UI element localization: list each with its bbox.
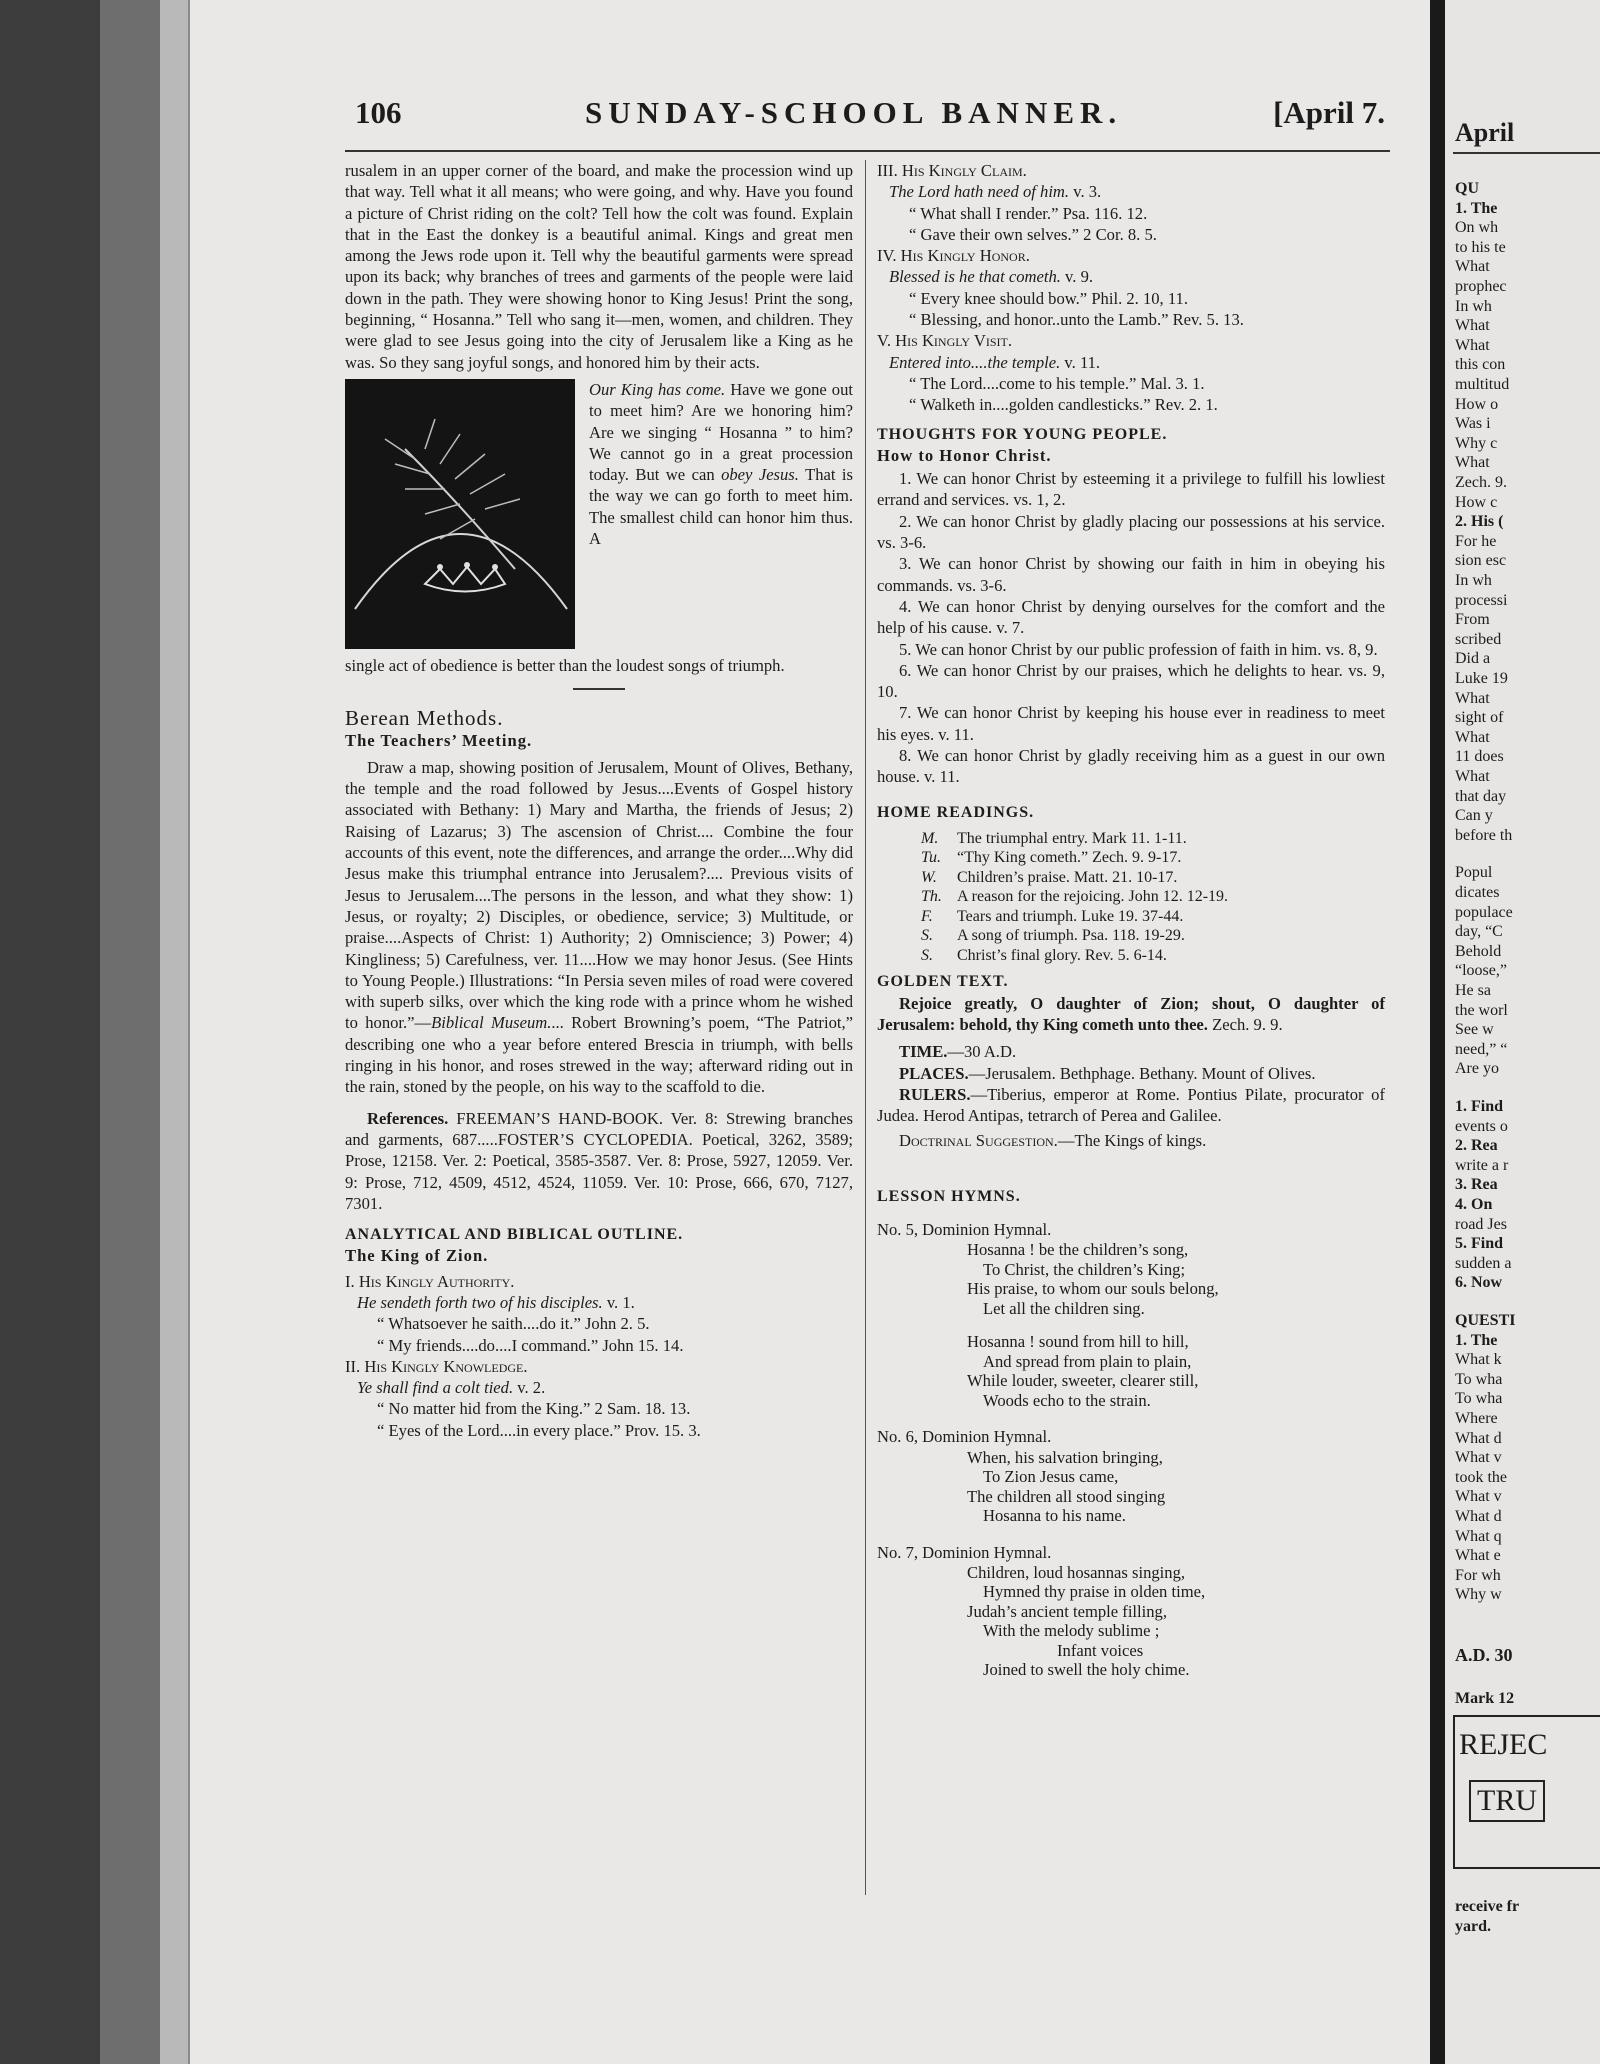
thoughts-heading: THOUGHTS FOR YOUNG PEOPLE. <box>877 425 1168 443</box>
hymn-line: Hosanna ! sound from hill to hill, <box>967 1332 1189 1352</box>
facing-page-line: 6. Now <box>1455 1274 1503 1292</box>
stanza-gap <box>967 1318 1385 1332</box>
facing-page-line: What v <box>1455 1488 1502 1506</box>
page-edge <box>160 0 190 2064</box>
facing-page-line: the worl <box>1455 1001 1508 1019</box>
facing-page-line: What <box>1455 317 1490 335</box>
issue-date: [April 7. <box>1273 95 1385 130</box>
reading-item <box>921 887 1385 907</box>
hymn-line: Woods echo to the strain. <box>983 1390 1151 1410</box>
outline-head: V. His Kingly Visit. <box>877 331 1013 351</box>
outline-text <box>877 352 1385 373</box>
hymn-number: No. 7, Dominion Hymnal. <box>877 1542 1052 1562</box>
reading-day: Tu. <box>921 849 942 867</box>
facing-page <box>1445 0 1600 2064</box>
reading-item <box>921 907 1385 927</box>
hymn-stanzas <box>967 1240 1385 1410</box>
facing-page-line: What k <box>1455 1351 1502 1369</box>
facing-page-line: What v <box>1455 1449 1502 1467</box>
illustration-after-text: single act of obedience is better than the loudest songs of triumph. <box>345 655 785 675</box>
facing-page-line: took the <box>1455 1468 1507 1486</box>
facing-page-line: Zech. 9. <box>1455 474 1507 491</box>
teachers-citation: Biblical Museum. <box>431 1013 552 1033</box>
facing-page-line: to his te <box>1455 238 1506 256</box>
facing-page-line: 1. Find <box>1455 1098 1504 1115</box>
reading-text: Children’s praise. Matt. 21. 10-17. <box>957 868 1178 886</box>
facing-page-line: To wha <box>1455 1370 1503 1388</box>
hymn-line: When, his salvation bringing, <box>967 1447 1163 1467</box>
thought-item: 3. We can honor Christ by showing our faith in him in obeying his commands. vs. 3-6. <box>877 554 1385 595</box>
hymn-stanzas <box>967 1563 1385 1680</box>
facing-page-line: 1. The <box>1455 199 1498 217</box>
references-text: FREEMAN’S HAND-BOOK. Ver. 8: Strewing branches and garments, 687.....FOSTER’S CYCLOPEDIA. Poetical, 3262, 3589; Prose, 12158. Ver. 2: Poetical, 3585-3587. Ver. 8: Prose, 5927, 12059. Ver. 9: Prose, 712, 4509, 4512, 4524, 11059. Ver. 10: Prose, 666, 670, 7127, 7301. <box>345 1108 853 1213</box>
facing-page-line: What <box>1455 768 1490 785</box>
outline-citation: “ Eyes of the Lord....in every place.” Prov. 15. 3. <box>377 1420 701 1440</box>
thought-item: 5. We can honor Christ by our public profession of faith in him. vs. 8, 9. <box>899 639 1378 659</box>
doctrinal-line <box>877 1130 1385 1151</box>
teachers-meeting-text <box>345 757 853 1098</box>
reading-text: A reason for the rejoicing. John 12. 12-19. <box>957 888 1229 906</box>
facing-date: A.D. 30 <box>1455 1645 1513 1665</box>
outline-scripture: He sendeth forth two of his disciples. <box>357 1292 603 1312</box>
our-king-lead: Our King has come. <box>589 379 726 399</box>
reading-text: Christ’s final glory. Rev. 5. 6-14. <box>957 946 1167 964</box>
hymn-line: Hosanna ! be the children’s song, <box>967 1240 1189 1260</box>
teachers-text-a: Draw a map, showing position of Jerusalem, Mount of Olives, Bethany, the temple and the road followed by Jesus....Events of Gospel history associated with Bethany: 1) Mary and Martha, the friends of Jesus; 2) Raising of Lazarus; 3) The ascension of Christ.... Combine the four accounts of this event, note the differences, and arrange the order....Why did Jesus make this triumphal entrance into Jerusalem?.... Previous visits of Jesus to Jerusalem....The persons in the lesson, and what they show: 1) Jesus, or royalty; 2) Disciples, or obedience, service; 3) Multitude, or praise....Aspects of Christ: 1) Authority; 2) Omniscience; 3) Power; 4) Kingliness; 5) Carefulness, ver. 11....How we may honor Jesus. (See Hints to Young People.) Illustrations: “In Persia seven miles of road were covered with superb silks, over which the king rode with a prince whom he wished to honor.”— <box>345 757 853 1033</box>
time-line <box>877 1041 1385 1062</box>
reading-text: A song of triumph. Psa. 118. 19-29. <box>957 927 1185 945</box>
teachers-meeting-heading: The Teachers’ Meeting. <box>345 730 533 750</box>
facing-page-line: road Jes <box>1455 1215 1507 1233</box>
outline-citation: “ No matter hid from the King.” 2 Sam. 18. 13. <box>377 1399 691 1419</box>
outline-text <box>877 266 1385 287</box>
book-binding-edge <box>100 0 160 2064</box>
facing-box-text: REJEC <box>1459 1728 1548 1761</box>
berean-methods-heading: Berean Methods. <box>345 706 504 731</box>
facing-page-line: day, “C <box>1455 923 1503 941</box>
reading-text: Tears and triumph. Luke 19. 37-44. <box>957 907 1184 925</box>
running-head <box>355 95 1385 141</box>
intro-paragraph: rusalem in an upper corner of the board, and make the procession wind up that way. Tell what it all means; who were going, and why. Have you found a picture of Christ riding on the colt? Tell how the colt was found. Explain that in the East the donkey is a beautiful animal. Kings and great men among the Jews rode upon it. Tell why the beautiful garments were spread upon its back; why branches of trees and garments of the people were laid down in the path. They were showing honor to King Jesus! Print the song, beginning, “ Hosanna.” Tell who sang it—men, women, and children. They were glad to see Jesus going into the city of Jerusalem like a King as he was. So they sang joyful songs, and honored him by their acts. <box>345 161 853 372</box>
facing-page-line: 5. Find <box>1455 1235 1504 1253</box>
facing-page-line: QUESTI <box>1455 1312 1516 1329</box>
right-column <box>877 160 1385 1696</box>
facing-page-line: What <box>1455 689 1490 707</box>
illustration-block <box>345 379 853 655</box>
golden-text-ref: Zech. 9. 9. <box>1207 1015 1283 1034</box>
facing-page-head: April <box>1455 118 1515 147</box>
periodical-title: SUNDAY-SCHOOL BANNER. <box>585 95 1123 130</box>
column-divider <box>865 160 866 1895</box>
references-label: References. <box>367 1108 449 1128</box>
illus-emphasis: obey Jesus. <box>721 465 799 485</box>
facing-page-line: For he <box>1455 532 1497 550</box>
facing-page-line: 11 does <box>1455 748 1504 766</box>
palm-crown-illustration <box>345 379 575 649</box>
reading-item <box>921 848 1385 868</box>
outline-verse: v. 3. <box>1069 182 1102 202</box>
facing-page-line: write a r <box>1455 1156 1509 1174</box>
hymn-line: While louder, sweeter, clearer still, <box>967 1371 1199 1391</box>
facing-page-line: 1. The <box>1455 1331 1498 1349</box>
facing-page-line: events o <box>1455 1117 1508 1135</box>
facing-page-line: dicates <box>1455 884 1500 901</box>
facing-page-line: Was i <box>1455 415 1491 433</box>
facing-page-line: To wha <box>1455 1390 1503 1408</box>
teachers-text-b: ... Robert Browning’s poem, “The Patriot,” describing one who a year before entered Brescia in triumph, with bells ringing in his honor, and roses strewed in the way; afterward riding out in the rain, stoned by the people, on his way to the scaffold to die. <box>345 1013 853 1097</box>
hymn-line: Hosanna to his name. <box>983 1506 1126 1526</box>
facing-page-line: What d <box>1455 1429 1502 1447</box>
facing-page-line: 3. Rea <box>1455 1176 1498 1194</box>
hymn-line: Children, loud hosannas singing, <box>967 1562 1186 1582</box>
home-readings-heading: HOME READINGS. <box>877 803 1035 821</box>
facing-page-line: “loose,” <box>1455 962 1507 980</box>
doctrinal-value: —The Kings of kings. <box>1057 1131 1207 1151</box>
facing-page-line: How c <box>1455 493 1498 511</box>
facing-page-line: 2. Rea <box>1455 1137 1498 1155</box>
reading-day: S. <box>921 927 933 945</box>
outline-text <box>877 181 1385 202</box>
facing-page-line: For wh <box>1455 1566 1501 1584</box>
left-column <box>345 160 853 1441</box>
places-value: —Jerusalem. Bethphage. Bethany. Mount of Olives. <box>968 1063 1316 1083</box>
rulers-value: —Tiberius, emperor at Rome. Pontius Pilate, procurator of Judea. Herod Antipas, tetrarch of Perea and Galilee. <box>877 1084 1385 1126</box>
outline-citation: “ Gave their own selves.” 2 Cor. 8. 5. <box>909 224 1157 244</box>
reading-text: “Thy King cometh.” Zech. 9. 9-17. <box>957 849 1182 867</box>
facing-page-line: Did a <box>1455 650 1491 668</box>
outline-verse: v. 1. <box>602 1292 635 1312</box>
facing-ref: Mark 12 <box>1455 1690 1515 1707</box>
facing-page-line: this con <box>1455 356 1506 374</box>
facing-page-line: In wh <box>1455 572 1492 589</box>
outline-verse: v. 9. <box>1060 267 1094 287</box>
facing-page-line: Popul <box>1455 864 1493 882</box>
hymn-line: Infant voices <box>1057 1640 1144 1660</box>
outline-citation: “ My friends....do....I command.” John 15. 14. <box>377 1335 684 1355</box>
hymn-line: Let all the children sing. <box>983 1298 1145 1318</box>
facing-page-line: What <box>1455 728 1490 746</box>
facing-page-line: See w <box>1455 1021 1494 1039</box>
facing-page-line: Where <box>1455 1410 1498 1427</box>
header-rule <box>345 150 1390 152</box>
facing-page-line: In wh <box>1455 297 1492 315</box>
hymns-list <box>877 1219 1385 1680</box>
hymn-line: To Zion Jesus came, <box>983 1467 1119 1487</box>
facing-page-line: populace <box>1455 903 1513 921</box>
thought-item: 2. We can honor Christ by gladly placing our possessions at his service. vs. 3-6. <box>877 511 1385 553</box>
reading-item <box>921 868 1385 888</box>
golden-text-body: Rejoice greatly, O daughter of Zion; shout, O daughter of Jerusalem: behold, thy King cometh unto thee. <box>877 993 1385 1034</box>
reading-item <box>921 829 1385 849</box>
outline-list-left <box>345 1271 853 1441</box>
outline-text <box>345 1292 853 1313</box>
outline-scripture: Entered into....the temple. <box>889 352 1061 372</box>
reading-item <box>921 926 1385 946</box>
thought-item: 4. We can honor Christ by denying ourselves for the comfort and the help of his cause. v. 7. <box>877 596 1385 638</box>
home-readings-list <box>921 829 1385 966</box>
outline-text <box>345 1377 853 1398</box>
outline-subheading: The King of Zion. <box>345 1246 489 1266</box>
outline-verse: v. 11. <box>1060 352 1101 372</box>
facing-page-line: 4. On <box>1455 1196 1493 1213</box>
reading-day: M. <box>921 829 939 847</box>
facing-page-line: before th <box>1455 826 1513 844</box>
facing-bottom-line: receive fr <box>1455 1898 1520 1915</box>
hymn-line: The children all stood singing <box>967 1486 1166 1506</box>
facing-page-line: What <box>1455 454 1490 472</box>
time-value: —30 A.D. <box>947 1042 1017 1062</box>
golden-text <box>877 993 1385 1036</box>
facing-page-line: Luke 19 <box>1455 670 1508 687</box>
facing-page-line: What e <box>1455 1547 1501 1565</box>
hymn-stanzas <box>967 1448 1385 1526</box>
golden-text-heading: GOLDEN TEXT. <box>877 973 1009 991</box>
facing-page-line: 2. His ( <box>1455 513 1504 531</box>
section-ornament <box>573 688 625 690</box>
reading-item <box>921 946 1385 966</box>
facing-page-line: prophec <box>1455 278 1507 295</box>
hymn-line: Judah’s ancient temple filling, <box>967 1601 1167 1621</box>
facing-page-line: processi <box>1455 591 1508 609</box>
facing-page-line: sion esc <box>1455 552 1507 570</box>
facing-page-line: scribed <box>1455 630 1502 648</box>
facing-page-line: Can y <box>1455 807 1493 825</box>
reading-text: The triumphal entry. Mark 11. 1-11. <box>957 829 1187 847</box>
facing-page-line: Are yo <box>1455 1060 1499 1078</box>
places-label: PLACES. <box>899 1063 969 1083</box>
facing-page-line: sudden a <box>1455 1254 1512 1272</box>
outline-citation: “ Walketh in....golden candlesticks.” Rev. 2. 1. <box>909 395 1218 415</box>
outline-scripture: Blessed is he that cometh. <box>889 267 1061 287</box>
thought-item: 8. We can honor Christ by gladly receiving him as a guest in our own house. v. 11. <box>877 746 1385 787</box>
outline-scripture: The Lord hath need of him. <box>889 182 1070 202</box>
illus-text-1: Have we gone out to meet him? Are we honoring him? Are we singing “ Hosanna ” to him? We cannot go in a great procession today. But we can <box>589 379 853 485</box>
facing-page-line: Why w <box>1455 1586 1502 1604</box>
book-binding <box>0 0 100 2064</box>
thoughts-subheading: How to Honor Christ. <box>877 445 1052 465</box>
facing-page-line: What d <box>1455 1508 1502 1525</box>
outline-citation: “ Every knee should bow.” Phil. 2. 10, 11. <box>909 288 1188 308</box>
references-paragraph <box>345 1108 853 1214</box>
outline-head: III. His Kingly Claim. <box>877 161 1027 180</box>
facing-page-line: QU <box>1455 180 1479 197</box>
reading-day: Th. <box>921 888 942 906</box>
doctrinal-label: Doctrinal Suggestion. <box>899 1131 1058 1151</box>
illus-text-2: That is the way we can go forth to meet him. The smallest child can honor him thus. A <box>589 465 853 549</box>
places-line <box>877 1063 1385 1084</box>
hymn-line: His praise, to whom our souls belong, <box>967 1279 1219 1299</box>
outline-verse: v. 2. <box>513 1378 546 1398</box>
hymn-line: Joined to swell the holy chime. <box>983 1660 1190 1680</box>
facing-page-line: What <box>1455 258 1490 276</box>
facing-page-line: How o <box>1455 395 1499 413</box>
facing-page-line: Why c <box>1455 434 1498 452</box>
facing-page-line: On wh <box>1455 219 1499 237</box>
page-number: 106 <box>355 95 402 130</box>
reading-day: F. <box>921 907 933 925</box>
hymn-number: No. 6, Dominion Hymnal. <box>877 1427 1052 1447</box>
reading-day: W. <box>921 868 937 886</box>
outline-citation: “ What shall I render.” Psa. 116. 12. <box>909 203 1148 223</box>
reading-day: S. <box>921 946 933 964</box>
facing-page-line: that day <box>1455 787 1507 805</box>
hymn-line: And spread from plain to plain, <box>983 1351 1192 1371</box>
thoughts-list <box>877 468 1385 787</box>
facing-header-rule <box>1453 152 1600 154</box>
facing-box-text: TRU <box>1469 1780 1545 1822</box>
hymn-number: No. 5, Dominion Hymnal. <box>877 1220 1052 1240</box>
lesson-hymns-heading: LESSON HYMNS. <box>877 1187 1021 1205</box>
outline-list-right <box>877 160 1385 416</box>
facing-page-line: What <box>1455 336 1490 354</box>
facing-page-line: What q <box>1455 1527 1502 1545</box>
hymn-line: Hymned thy praise in olden time, <box>983 1582 1206 1602</box>
outline-head: II. His Kingly Knowledge. <box>345 1356 528 1376</box>
facing-page-line: He sa <box>1455 982 1491 999</box>
outline-head: I. His Kingly Authority. <box>345 1271 515 1291</box>
rulers-label: RULERS. <box>899 1084 971 1104</box>
facing-bottom-line: yard. <box>1455 1918 1491 1935</box>
hymn-line: With the melody sublime ; <box>983 1621 1160 1641</box>
time-label: TIME. <box>899 1042 948 1062</box>
facing-page-line: Behold <box>1455 942 1502 960</box>
thought-item: 6. We can honor Christ by our praises, which he delights to hear. vs. 9, 10. <box>877 660 1385 702</box>
illustration-caption-text <box>589 379 853 549</box>
facing-page-line: multitud <box>1455 376 1510 393</box>
outline-scripture: Ye shall find a colt tied. <box>357 1378 514 1398</box>
hymn-line: To Christ, the children’s King; <box>983 1259 1186 1279</box>
facing-page-line: From <box>1455 611 1490 629</box>
facing-page-line: need,” “ <box>1455 1040 1508 1058</box>
outline-heading: ANALYTICAL AND BIBLICAL OUTLINE. <box>345 1226 684 1244</box>
rulers-line <box>877 1084 1385 1127</box>
outline-citation: “ Whatsoever he saith....do it.” John 2. 5. <box>377 1314 650 1334</box>
facing-page-line: sight of <box>1455 709 1504 727</box>
outline-citation: “ Blessing, and honor..unto the Lamb.” Rev. 5. 13. <box>909 310 1244 330</box>
outline-citation: “ The Lord....come to his temple.” Mal. 3. 1. <box>909 373 1205 393</box>
thought-item: 7. We can honor Christ by keeping his house ever in readiness to meet his eyes. v. 11. <box>877 703 1385 744</box>
thought-item: 1. We can honor Christ by esteeming it a privilege to fulfill his lowliest errand and services. vs. 1, 2. <box>877 469 1385 510</box>
outline-head: IV. His Kingly Honor. <box>877 246 1030 266</box>
